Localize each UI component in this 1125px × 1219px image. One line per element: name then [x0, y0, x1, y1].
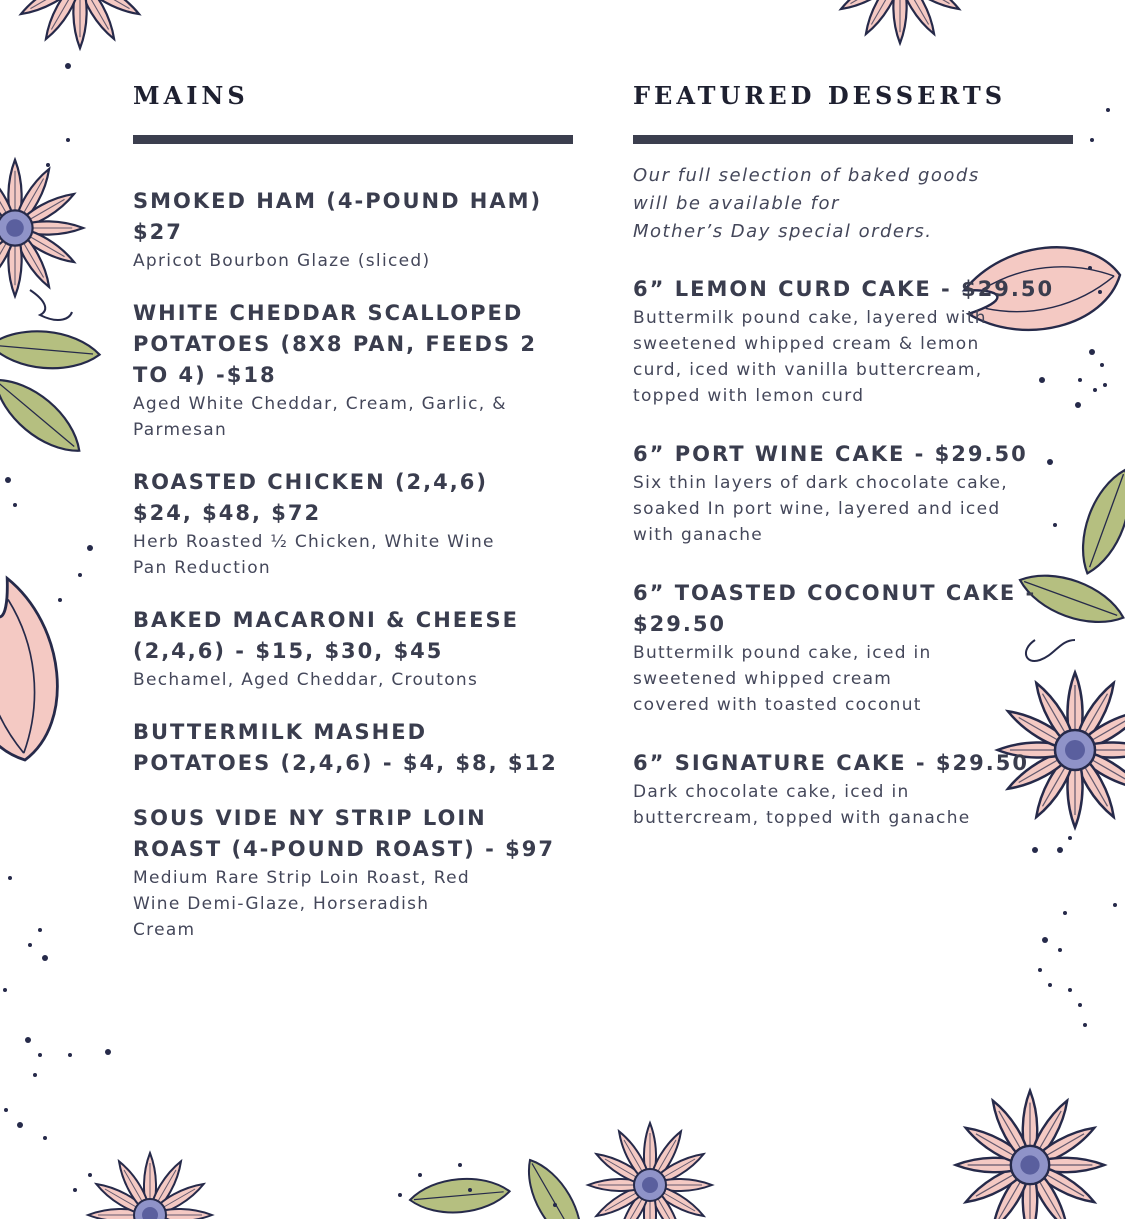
menu-item-title: 6” TOASTED COCONUT CAKE - $29.50 — [633, 581, 1037, 636]
menu-item-description: Aged White Cheddar, Cream, Garlic, & Parmesan — [133, 394, 507, 440]
menu-item-description: Medium Rare Strip Loin Roast, Red Wine Demi-Glaze, Horseradish Cream — [133, 868, 470, 940]
menu-item-description: Buttermilk pound cake, layered with sweetened whipped cream & lemon curd, iced with vanilla buttercream, topped with lemon curd — [633, 308, 987, 406]
leaf-left-1 — [0, 327, 101, 373]
leaf-bottom-2 — [516, 1152, 595, 1219]
leaf-bottom-1 — [409, 1175, 511, 1217]
menu-item-title: BAKED MACARONI & CHEESE (2,4,6) - $15, $30, $45 — [133, 608, 519, 663]
desserts-intro: Our full selection of baked goods will be available for Mother’s Day special orders. — [633, 165, 980, 242]
flower-top-left — [12, 0, 148, 48]
flower-left-upper — [0, 160, 83, 296]
flower-top-right — [832, 0, 968, 43]
menu-item-title: SOUS VIDE NY STRIP LOIN ROAST (4-POUND ROAST) - $97 — [133, 806, 555, 861]
menu-item-title: WHITE CHEDDAR SCALLOPED POTATOES (8X8 PAN, FEEDS 2 TO 4) -$18 — [133, 301, 537, 387]
flower-bottom-center — [588, 1123, 712, 1219]
desserts-heading: FEATURED DESSERTS — [633, 81, 1007, 110]
menu-item-title: ROASTED CHICKEN (2,4,6) $24, $48, $72 — [133, 470, 488, 525]
mains-heading: MAINS — [133, 81, 249, 110]
menu-item — [133, 298, 573, 443]
flower-bottom-left — [88, 1153, 212, 1219]
menu-item-description: Buttermilk pound cake, iced in sweetened whipped cream covered with toasted coconut — [633, 643, 932, 715]
leaf-left-2 — [0, 366, 91, 465]
menu-item-title: 6” SIGNATURE CAKE - $29.50 — [633, 751, 1029, 775]
menu-item — [133, 803, 573, 943]
desserts-list — [633, 274, 1073, 831]
desserts-divider — [633, 135, 1073, 144]
menu-item — [133, 605, 573, 693]
flower-bottom-right — [956, 1091, 1105, 1219]
menu-item-title: BUTTERMILK MASHED POTATOES (2,4,6) - $4, $8, $12 — [133, 720, 558, 775]
menu-item-description: Dark chocolate cake, iced in buttercream, topped with ganache — [633, 782, 971, 828]
mains-list — [133, 186, 573, 943]
menu-item-title: SMOKED HAM (4-POUND HAM) $27 — [133, 189, 543, 244]
bud-left — [0, 573, 71, 768]
menu-item — [633, 274, 1073, 409]
menu-item-title: 6” LEMON CURD CAKE - $29.50 — [633, 277, 1055, 301]
mains-divider — [133, 135, 573, 144]
menu-item-description: Herb Roasted ½ Chicken, White Wine Pan Reduction — [133, 532, 495, 578]
menu-item — [133, 186, 573, 274]
menu-item — [633, 439, 1073, 548]
desserts-column — [633, 78, 1073, 861]
menu-item — [133, 467, 573, 581]
menu-item-description: Bechamel, Aged Cheddar, Croutons — [133, 670, 479, 690]
mains-column — [133, 78, 573, 967]
menu-item — [633, 578, 1073, 718]
menu-item — [633, 748, 1073, 831]
menu-item-description: Apricot Bourbon Glaze (sliced) — [133, 251, 431, 271]
menu-item-title: 6” PORT WINE CAKE - $29.50 — [633, 442, 1028, 466]
leaf-right-2 — [1070, 464, 1125, 580]
menu-item — [133, 717, 573, 779]
menu-item-description: Six thin layers of dark chocolate cake, soaked In port wine, layered and iced with ganache — [633, 473, 1008, 545]
